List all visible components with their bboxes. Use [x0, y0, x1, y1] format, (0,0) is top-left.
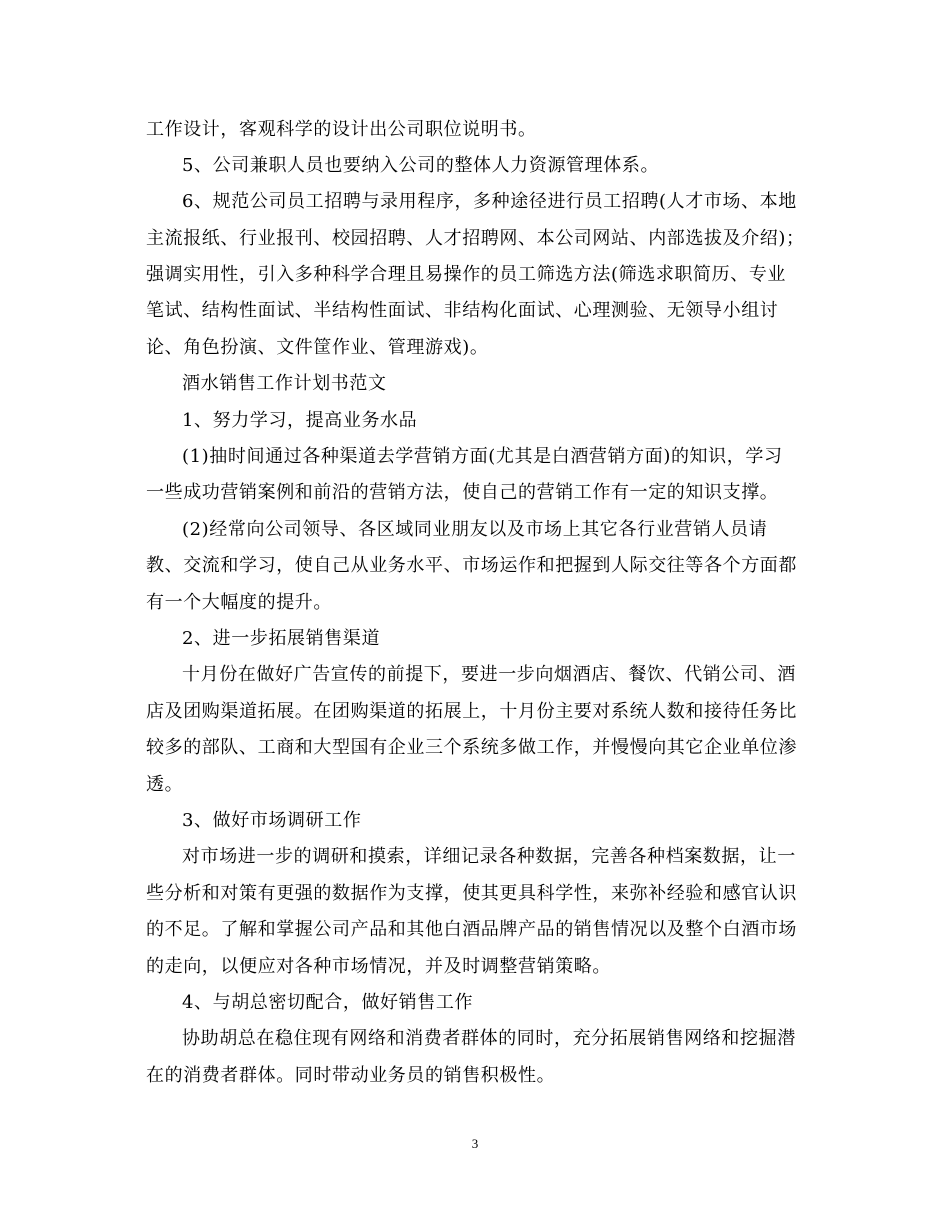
text-line: 论、角色扮演、文件筐作业、管理游戏)。: [146, 337, 489, 358]
text-line: 一些成功营销案例和前沿的营销方法，使自己的营销工作有一定的知识支撑。: [146, 482, 779, 503]
text-line: 6、规范公司员工招聘与录用程序，多种途径进行员工招聘(人才市场、本地: [182, 191, 797, 212]
text-line: 主流报纸、行业报刊、校园招聘、人才招聘网、本公司网站、内部选拔及介绍)；: [146, 228, 805, 249]
text-line: 笔试、结构性面试、半结构性面试、非结构化面试、心理测验、无领导小组讨: [146, 300, 779, 321]
text-line: 有一个大幅度的提升。: [146, 592, 332, 613]
text-line: 十月份在做好广告宣传的前提下，要进一步向烟酒店、餐饮、代销公司、酒: [182, 664, 796, 685]
text-line: 强调实用性，引入多种科学合理且易操作的员工筛选方法(筛选求职简历、专业: [146, 264, 787, 285]
section-title: 酒水销售工作计划书范文: [182, 373, 387, 394]
text-line: 工作设计，客观科学的设计出公司职位说明书。: [146, 119, 537, 140]
text-line: (1)抽时间通过各种渠道去学营销方面(尤其是白酒营销方面)的知识，学习: [182, 446, 783, 467]
page-number: 3: [471, 1136, 479, 1151]
text-line: 协助胡总在稳住现有网络和消费者群体的同时，充分拓展销售网络和挖掘潜: [182, 1028, 796, 1049]
text-line: 的走向，以便应对各种市场情况，并及时调整营销策略。: [146, 956, 611, 977]
heading-1: 1、努力学习，提高业务水品: [182, 410, 418, 431]
text-line: 在的消费者群体。同时带动业务员的销售积极性。: [146, 1065, 556, 1086]
text-line: 透。: [146, 774, 184, 795]
text-line: 较多的部队、工商和大型国有企业三个系统多做工作，并慢慢向其它企业单位渗: [146, 737, 797, 758]
text-line: 店及团购渠道拓展。在团购渠道的拓展上，十月份主要对系统人数和接待任务比: [146, 701, 797, 722]
text-line: 教、交流和学习，使自己从业务水平、市场运作和把握到人际交往等各个方面都: [146, 555, 797, 576]
text-line: 些分析和对策有更强的数据作为支撑，使其更具科学性，来弥补经验和感官认识: [146, 883, 797, 904]
text-line: 的不足。了解和掌握公司产品和其他白酒品牌产品的销售情况以及整个白酒市场: [146, 919, 797, 940]
heading-3: 3、做好市场调研工作: [182, 810, 362, 831]
heading-2: 2、进一步拓展销售渠道: [182, 628, 381, 649]
heading-4: 4、与胡总密切配合，做好销售工作: [182, 992, 474, 1013]
text-line: (2)经常向公司领导、各区域同业朋友以及市场上其它各行业营销人员请: [182, 519, 768, 540]
text-line: 对市场进一步的调研和摸索，详细记录各种数据，完善各种档案数据，让一: [182, 846, 796, 867]
text-line: 5、公司兼职人员也要纳入公司的整体人力资源管理体系。: [182, 155, 660, 176]
